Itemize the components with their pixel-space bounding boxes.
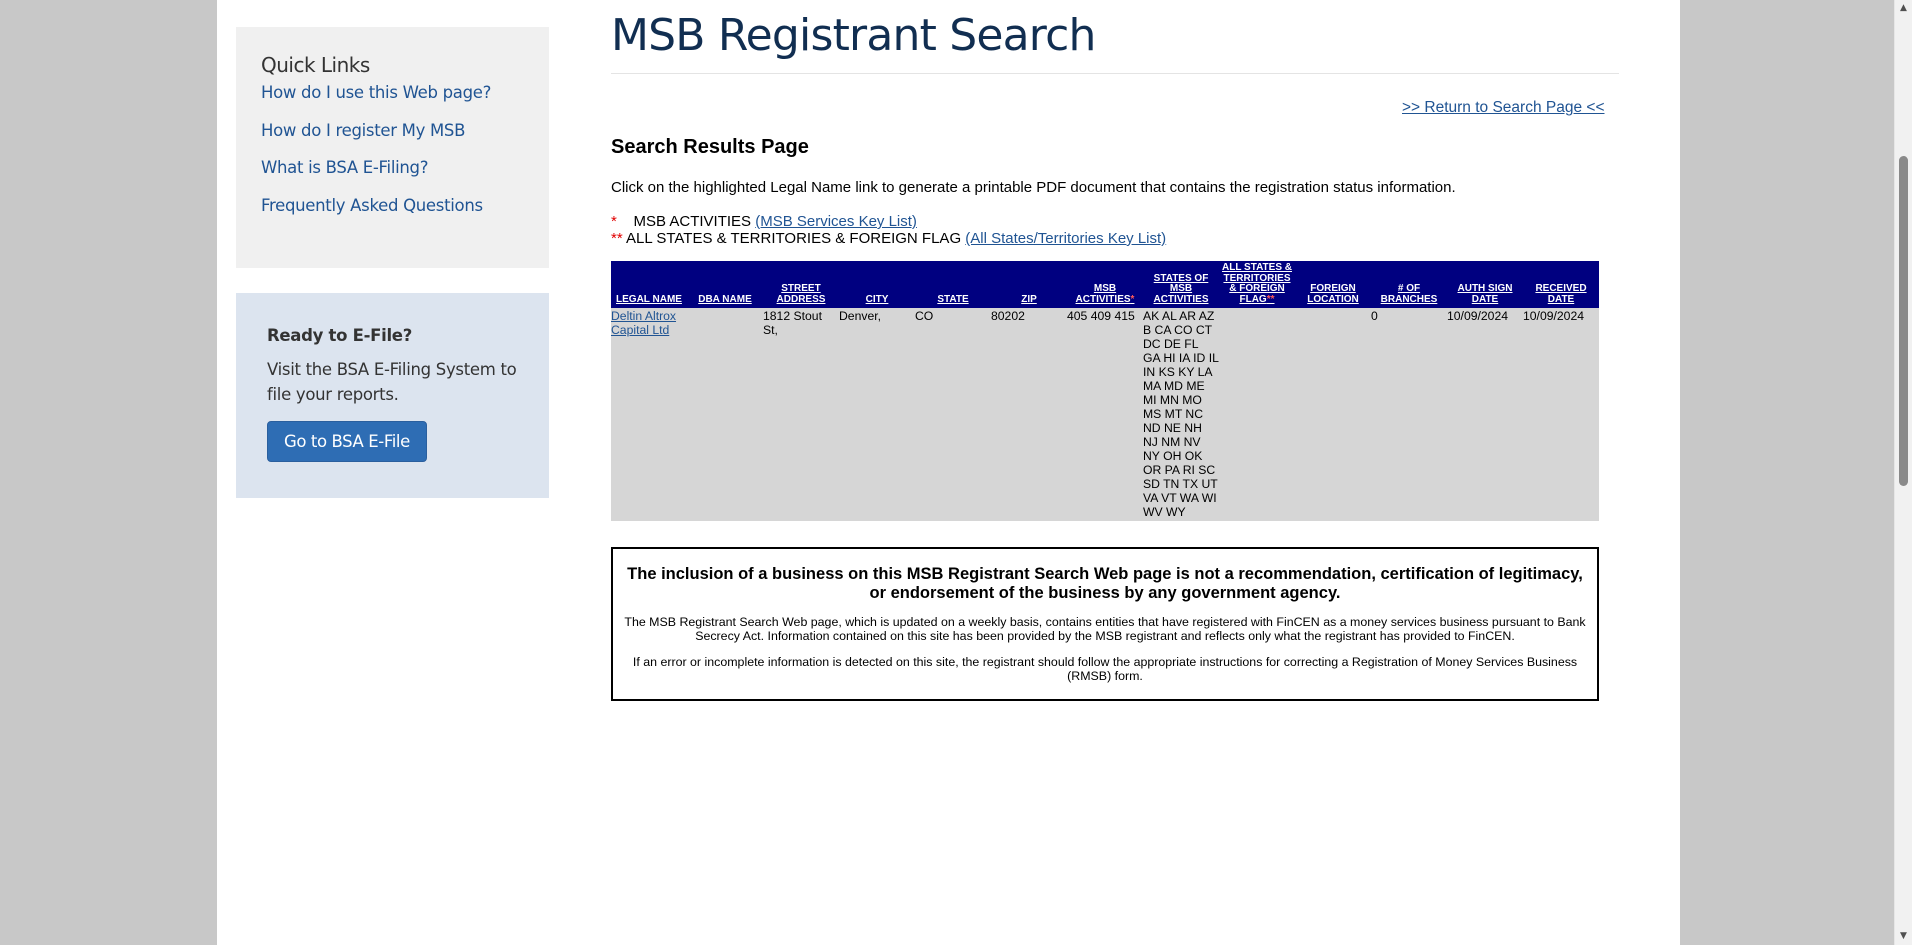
link-how-to-use[interactable]: How do I use this Web page? — [261, 83, 492, 102]
cell-street-address: 1812 Stout St, — [763, 308, 839, 521]
cell-dba-name — [687, 308, 763, 521]
go-to-efile-button[interactable]: Go to BSA E-File — [267, 421, 427, 462]
header-state[interactable]: STATE — [915, 261, 991, 308]
all-states-key — [611, 230, 1166, 247]
cell-states-of-msb: AK AL AR AZ B CA CO CT DC DE FL GA HI IA ID IL IN KS KY LA MA MD ME MI MN MO MS MT NC ND NE NH NJ NM NV NY OH OK OR PA RI SC SD TN TX UT VA VT WA WI WV WY — [1143, 309, 1219, 519]
header-auth-sign-date[interactable]: AUTH SIGN DATE — [1447, 261, 1523, 308]
return-to-search-link[interactable]: >> Return to Search Page << — [1402, 99, 1605, 116]
key1-label: MSB ACTIVITIES — [633, 213, 752, 230]
quick-links-panel — [236, 27, 549, 268]
efile-panel — [236, 293, 549, 498]
key2-label: ALL STATES & TERRITORIES & FOREIGN FLAG — [626, 230, 962, 247]
cell-city: Denver, — [839, 308, 915, 521]
efile-text: Visit the BSA E-Filing System to file your reports. — [267, 360, 517, 404]
header-msb-activities-marker: * — [1130, 293, 1135, 305]
header-zip[interactable]: ZIP — [991, 261, 1067, 308]
header-foreign-location[interactable]: FOREIGN LOCATION — [1295, 261, 1371, 308]
disclaimer-paragraph-2: If an error or incomplete information is detected on this site, the registrant should follow the appropriate instructions for correcting a Registration of Money Services Business (RMSB) form. — [632, 655, 1578, 683]
cell-zip: 80202 — [991, 308, 1067, 521]
header-states-of-msb[interactable]: STATES OF MSB ACTIVITIES — [1143, 261, 1219, 308]
scroll-up-icon[interactable]: ▲ — [1900, 3, 1907, 13]
instructions-text: Click on the highlighted Legal Name link to generate a printable PDF document that contains the registration status information. — [611, 179, 1456, 196]
header-legal-name[interactable]: LEGAL NAME — [611, 261, 687, 308]
disclaimer-box — [611, 547, 1599, 701]
key1-marker: * — [611, 213, 617, 230]
page-scrollbar[interactable] — [1894, 0, 1912, 945]
cell-branches: 0 — [1371, 308, 1447, 521]
quick-links-title: Quick Links — [261, 53, 370, 77]
cell-state: CO — [915, 308, 991, 521]
header-all-states-marker: ** — [1266, 293, 1275, 305]
link-how-to-register[interactable]: How do I register My MSB — [261, 120, 466, 140]
header-dba-name[interactable]: DBA NAME — [687, 261, 763, 308]
msb-services-key-link[interactable]: (MSB Services Key List) — [755, 213, 917, 230]
title-divider — [611, 73, 1619, 74]
key2-marker: ** — [611, 230, 623, 247]
results-heading: Search Results Page — [611, 136, 809, 158]
scroll-down-icon[interactable]: ▼ — [1900, 931, 1907, 941]
cell-auth-sign-date: 10/09/2024 — [1447, 308, 1523, 521]
header-street-address[interactable]: STREET ADDRESS — [763, 261, 839, 308]
efile-title: Ready to E-File? — [267, 326, 412, 345]
cell-msb-activities: 405 409 415 — [1067, 308, 1143, 521]
msb-activities-key — [611, 213, 917, 230]
results-table — [611, 261, 1599, 521]
cell-all-states — [1219, 308, 1295, 521]
header-received-date[interactable]: RECEIVED DATE — [1523, 261, 1599, 308]
cell-foreign-location — [1295, 308, 1371, 521]
table-row — [611, 308, 1599, 521]
legal-name-link[interactable]: Deltin Altrox Capital Ltd — [611, 309, 677, 337]
header-city[interactable]: CITY — [839, 261, 915, 308]
link-what-is-bsa[interactable]: What is BSA E-Filing? — [261, 158, 429, 177]
header-msb-activities[interactable]: MSB ACTIVITIES* — [1067, 261, 1143, 308]
table-header-row — [611, 261, 1599, 308]
header-all-states[interactable]: ALL STATES & TERRITORIES & FOREIGN FLAG** — [1219, 261, 1295, 308]
link-faq[interactable]: Frequently Asked Questions — [261, 195, 483, 215]
disclaimer-heading: The inclusion of a business on this MSB Registrant Search Web page is not a recommendation, certification of legitimacy, or endorsement of the business by any government agency. — [627, 565, 1583, 602]
disclaimer-paragraph-1: The MSB Registrant Search Web page, which is updated on a weekly basis, contains entities that have registered with FinCEN as a money services business pursuant to Bank Secrecy Act. Information contained on this site has been provided by the MSB registrant and reflects only what the registrant has provided to FinCEN. — [624, 615, 1586, 643]
header-branches[interactable]: # OF BRANCHES — [1371, 261, 1447, 308]
page-title: MSB Registrant Search — [611, 10, 1096, 61]
cell-received-date: 10/09/2024 — [1523, 308, 1599, 521]
scrollbar-thumb[interactable] — [1899, 156, 1908, 486]
all-states-key-link[interactable]: (All States/Territories Key List) — [965, 230, 1167, 247]
